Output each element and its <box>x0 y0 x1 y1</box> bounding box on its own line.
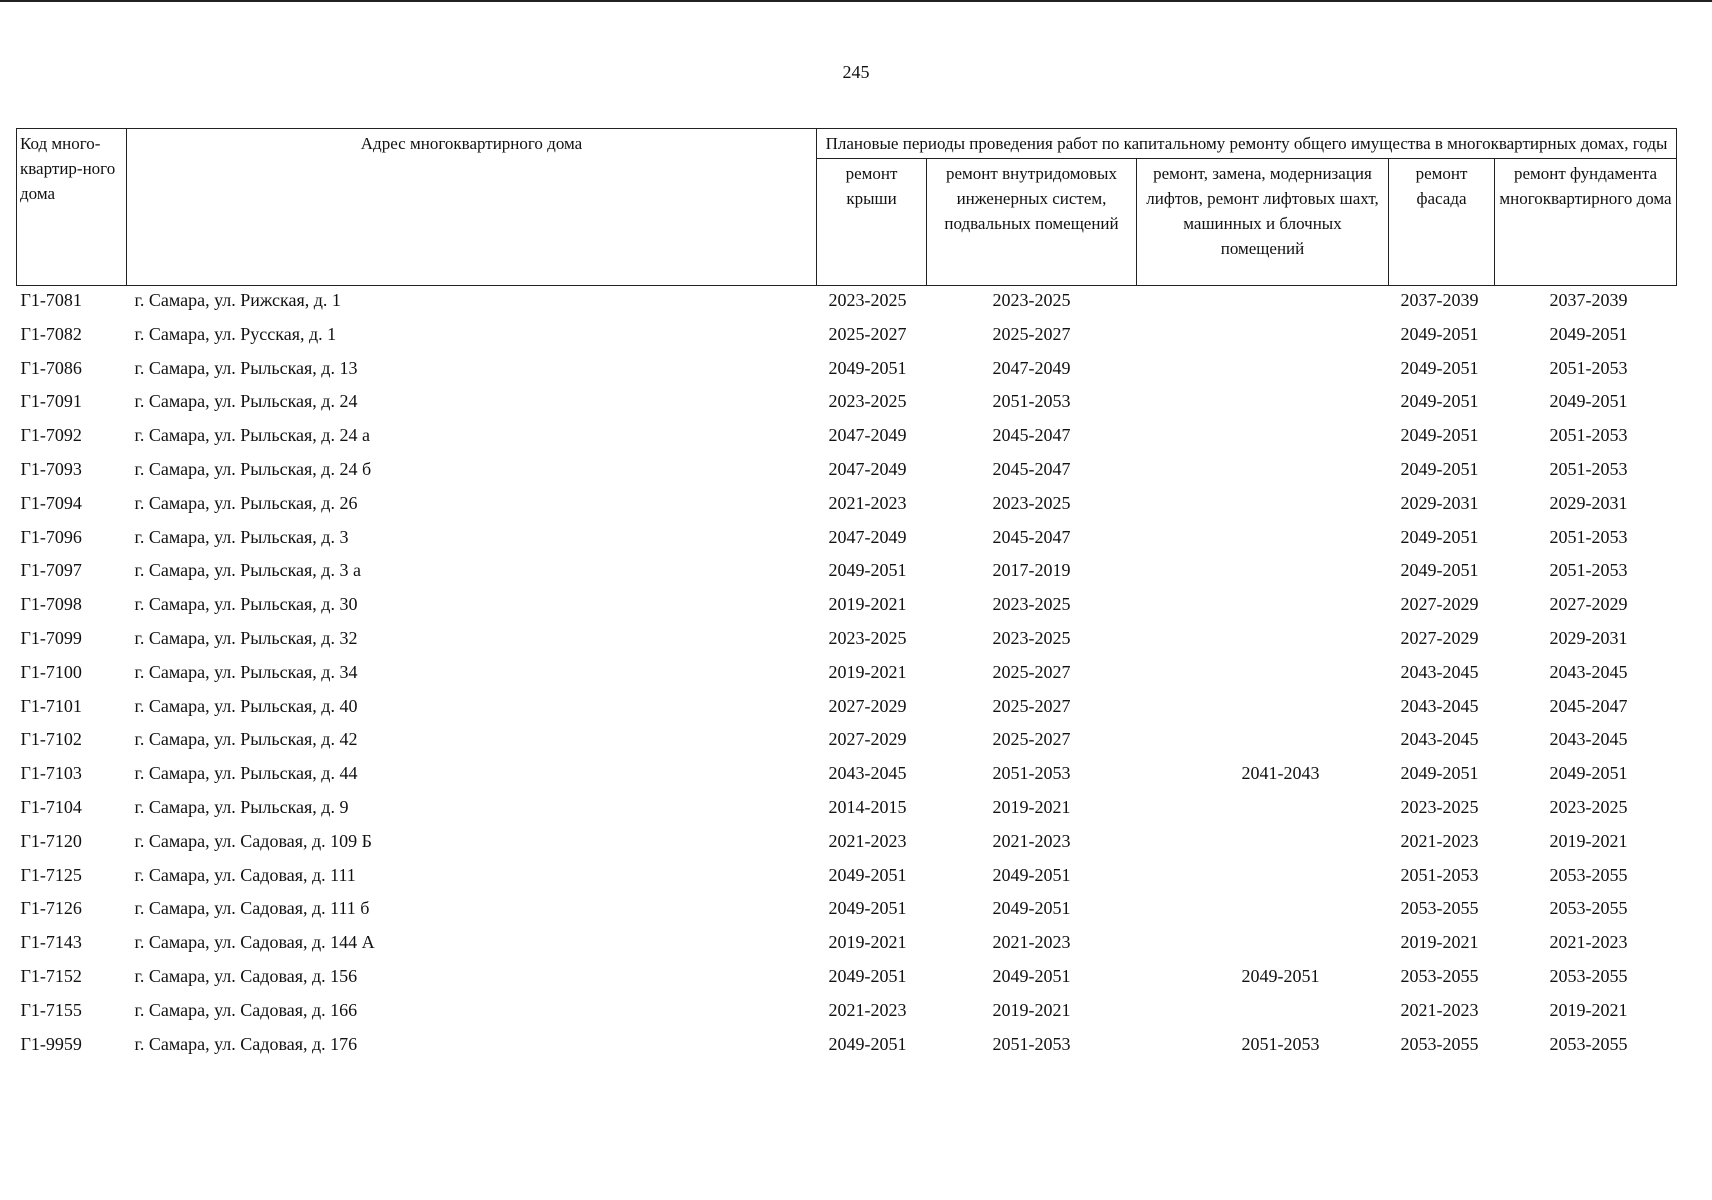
cell-address: г. Самара, ул. Рыльская, д. 24 а <box>134 425 370 446</box>
top-border-line <box>0 0 1712 2</box>
cell-code: Г1-7125 <box>20 864 82 885</box>
cell-address: г. Самара, ул. Рыльская, д. 3 <box>134 526 349 547</box>
cell-code: Г1-7086 <box>20 357 82 378</box>
cell-address: г. Самара, ул. Садовая, д. 176 <box>134 1033 358 1054</box>
table-body <box>17 286 1677 1067</box>
table-row <box>17 695 1677 729</box>
cell-elevators <box>1137 796 1389 830</box>
cell-address: г. Самара, ул. Рыльская, д. 24 <box>134 391 358 412</box>
cell-address: г. Самара, ул. Рыльская, д. 34 <box>134 661 358 682</box>
cell-elevators <box>1137 864 1389 898</box>
cell-facade: 2049-2051 <box>1400 526 1479 547</box>
cell-elevators <box>1137 728 1389 762</box>
table-row <box>17 458 1677 492</box>
cell-facade: 2049-2051 <box>1400 763 1479 784</box>
cell-address: г. Самара, ул. Садовая, д. 111 <box>134 864 356 885</box>
cell-roof: 2049-2051 <box>828 864 907 885</box>
cell-foundation: 2051-2053 <box>1549 526 1628 547</box>
cell-roof: 2019-2021 <box>828 661 907 682</box>
cell-facade: 2053-2055 <box>1400 1033 1479 1054</box>
cell-elevators <box>1137 323 1389 357</box>
cell-roof: 2027-2029 <box>828 695 907 716</box>
cell-facade: 2029-2031 <box>1400 492 1479 513</box>
cell-facade: 2043-2045 <box>1400 661 1479 682</box>
cell-systems: 2049-2051 <box>992 965 1071 986</box>
cell-code: Г1-7098 <box>20 594 82 615</box>
cell-foundation: 2053-2055 <box>1549 864 1628 885</box>
cell-foundation: 2029-2031 <box>1549 492 1628 513</box>
cell-foundation: 2049-2051 <box>1549 323 1628 344</box>
cell-foundation: 2037-2039 <box>1549 290 1628 310</box>
cell-elevators <box>1137 559 1389 593</box>
cell-code: Г1-7082 <box>20 323 82 344</box>
cell-code: Г1-7096 <box>20 526 82 547</box>
cell-systems: 2017-2019 <box>992 560 1071 581</box>
cell-roof: 2049-2051 <box>828 898 907 919</box>
cell-elevators <box>1137 897 1389 931</box>
cell-foundation: 2053-2055 <box>1549 898 1628 919</box>
table-row <box>17 661 1677 695</box>
cell-elevators <box>1137 357 1389 391</box>
table-row <box>17 627 1677 661</box>
cell-code: Г1-7155 <box>20 999 82 1020</box>
table-row <box>17 424 1677 458</box>
cell-foundation: 2029-2031 <box>1549 627 1628 648</box>
cell-address: г. Самара, ул. Рыльская, д. 42 <box>134 729 358 750</box>
cell-roof: 2047-2049 <box>828 526 907 547</box>
cell-systems: 2025-2027 <box>992 661 1071 682</box>
cell-address: г. Самара, ул. Рыльская, д. 24 б <box>134 458 372 479</box>
table-row <box>17 897 1677 931</box>
cell-code: Г1-7126 <box>20 898 82 919</box>
cell-roof: 2023-2025 <box>828 290 907 310</box>
cell-systems: 2045-2047 <box>992 526 1071 547</box>
header-facade: ремонт фасада <box>1389 159 1495 286</box>
cell-roof: 2049-2051 <box>828 560 907 581</box>
cell-code: Г1-7094 <box>20 492 82 513</box>
cell-roof: 2021-2023 <box>828 830 907 851</box>
cell-address: г. Самара, ул. Садовая, д. 166 <box>134 999 358 1020</box>
cell-systems: 2023-2025 <box>992 594 1071 615</box>
cell-code: Г1-7093 <box>20 458 82 479</box>
cell-foundation: 2023-2025 <box>1549 796 1628 817</box>
table-row <box>17 357 1677 391</box>
cell-address: г. Самара, ул. Садовая, д. 156 <box>134 965 358 986</box>
cell-foundation: 2043-2045 <box>1549 661 1628 682</box>
cell-systems: 2025-2027 <box>992 695 1071 716</box>
cell-roof: 2019-2021 <box>828 594 907 615</box>
cell-facade: 2027-2029 <box>1400 594 1479 615</box>
cell-roof: 2049-2051 <box>828 357 907 378</box>
cell-roof: 2019-2021 <box>828 932 907 953</box>
cell-systems: 2045-2047 <box>992 425 1071 446</box>
table-row <box>17 864 1677 898</box>
cell-code: Г1-7092 <box>20 425 82 446</box>
cell-code: Г1-7152 <box>20 965 82 986</box>
table-row <box>17 965 1677 999</box>
header-code: Код много-квартир-ного дома <box>17 129 127 286</box>
cell-systems: 2051-2053 <box>992 391 1071 412</box>
table-row <box>17 1033 1677 1067</box>
cell-systems: 2019-2021 <box>992 999 1071 1020</box>
cell-code: Г1-7099 <box>20 627 82 648</box>
cell-systems: 2045-2047 <box>992 458 1071 479</box>
cell-facade: 2021-2023 <box>1400 999 1479 1020</box>
cell-foundation: 2021-2023 <box>1549 932 1628 953</box>
cell-foundation: 2019-2021 <box>1549 999 1628 1020</box>
cell-facade: 2053-2055 <box>1400 898 1479 919</box>
cell-roof: 2023-2025 <box>828 391 907 412</box>
cell-systems: 2049-2051 <box>992 898 1071 919</box>
cell-elevators <box>1137 593 1389 627</box>
cell-foundation: 2049-2051 <box>1549 763 1628 784</box>
table-header <box>17 129 1677 286</box>
cell-roof: 2021-2023 <box>828 999 907 1020</box>
header-foundation: ремонт фундамента многоквартирного дома <box>1495 159 1677 286</box>
cell-roof: 2025-2027 <box>828 323 907 344</box>
cell-elevators <box>1137 458 1389 492</box>
table-row <box>17 492 1677 526</box>
cell-roof: 2047-2049 <box>828 425 907 446</box>
cell-elevators <box>1137 661 1389 695</box>
cell-foundation: 2053-2055 <box>1549 1033 1628 1054</box>
cell-facade: 2049-2051 <box>1400 391 1479 412</box>
cell-address: г. Самара, ул. Садовая, д. 111 б <box>134 898 370 919</box>
table-row <box>17 796 1677 830</box>
cell-foundation: 2045-2047 <box>1549 695 1628 716</box>
header-systems: ремонт внутридомовых инженерных систем, подвальных помещений <box>927 159 1137 286</box>
cell-address: г. Самара, ул. Рыльская, д. 32 <box>134 627 358 648</box>
cell-facade: 2049-2051 <box>1400 458 1479 479</box>
cell-code: Г1-7081 <box>20 290 82 310</box>
cell-elevators: 2049-2051 <box>1241 965 1320 986</box>
table-row <box>17 286 1677 323</box>
cell-facade: 2049-2051 <box>1400 425 1479 446</box>
cell-roof: 2047-2049 <box>828 458 907 479</box>
cell-address: г. Самара, ул. Рыльская, д. 30 <box>134 594 358 615</box>
header-elevators: ремонт, замена, модернизация лифтов, ремонт лифтовых шахт, машинных и блочных помещений <box>1137 159 1389 286</box>
cell-address: г. Самара, ул. Рыльская, д. 44 <box>134 763 358 784</box>
cell-systems: 2025-2027 <box>992 323 1071 344</box>
table-row <box>17 830 1677 864</box>
cell-facade: 2021-2023 <box>1400 830 1479 851</box>
cell-systems: 2025-2027 <box>992 729 1071 750</box>
cell-facade: 2019-2021 <box>1400 932 1479 953</box>
cell-elevators: 2051-2053 <box>1241 1033 1320 1054</box>
table-row <box>17 762 1677 796</box>
cell-code: Г1-7143 <box>20 932 82 953</box>
repair-schedule-table <box>16 128 1677 1066</box>
cell-foundation: 2051-2053 <box>1549 425 1628 446</box>
cell-elevators <box>1137 492 1389 526</box>
table-row <box>17 390 1677 424</box>
cell-systems: 2021-2023 <box>992 932 1071 953</box>
cell-systems: 2051-2053 <box>992 763 1071 784</box>
cell-facade: 2049-2051 <box>1400 323 1479 344</box>
table-row <box>17 728 1677 762</box>
cell-facade: 2049-2051 <box>1400 357 1479 378</box>
cell-systems: 2047-2049 <box>992 357 1071 378</box>
table-row <box>17 526 1677 560</box>
cell-elevators <box>1137 627 1389 661</box>
cell-systems: 2049-2051 <box>992 864 1071 885</box>
cell-code: Г1-7103 <box>20 763 82 784</box>
cell-address: г. Самара, ул. Рыльская, д. 3 а <box>134 560 361 581</box>
cell-systems: 2019-2021 <box>992 796 1071 817</box>
cell-foundation: 2051-2053 <box>1549 357 1628 378</box>
table-row <box>17 593 1677 627</box>
cell-foundation: 2019-2021 <box>1549 830 1628 851</box>
cell-code: Г1-7100 <box>20 661 82 682</box>
cell-facade: 2053-2055 <box>1400 965 1479 986</box>
cell-code: Г1-7091 <box>20 391 82 412</box>
cell-elevators <box>1137 695 1389 729</box>
cell-facade: 2023-2025 <box>1400 796 1479 817</box>
cell-address: г. Самара, ул. Рижская, д. 1 <box>134 290 341 310</box>
cell-code: Г1-7101 <box>20 695 82 716</box>
cell-code: Г1-7102 <box>20 729 82 750</box>
cell-roof: 2049-2051 <box>828 1033 907 1054</box>
cell-facade: 2051-2053 <box>1400 864 1479 885</box>
cell-roof: 2021-2023 <box>828 492 907 513</box>
cell-foundation: 2049-2051 <box>1549 391 1628 412</box>
cell-roof: 2027-2029 <box>828 729 907 750</box>
header-roof: ремонт крыши <box>817 159 927 286</box>
header-address: Адрес многоквартирного дома <box>127 129 817 286</box>
cell-address: г. Самара, ул. Русская, д. 1 <box>134 323 337 344</box>
table-row <box>17 323 1677 357</box>
page-number: 245 <box>842 62 870 82</box>
cell-systems: 2021-2023 <box>992 830 1071 851</box>
cell-code: Г1-7097 <box>20 560 82 581</box>
cell-elevators <box>1137 286 1389 323</box>
cell-elevators <box>1137 390 1389 424</box>
cell-roof: 2023-2025 <box>828 627 907 648</box>
cell-code: Г1-7120 <box>20 830 82 851</box>
cell-foundation: 2051-2053 <box>1549 560 1628 581</box>
cell-foundation: 2051-2053 <box>1549 458 1628 479</box>
cell-code: Г1-9959 <box>20 1033 82 1054</box>
cell-systems: 2023-2025 <box>992 492 1071 513</box>
cell-code: Г1-7104 <box>20 796 82 817</box>
cell-elevators <box>1137 999 1389 1033</box>
cell-roof: 2014-2015 <box>828 796 907 817</box>
cell-elevators <box>1137 526 1389 560</box>
cell-systems: 2023-2025 <box>992 627 1071 648</box>
cell-address: г. Самара, ул. Рыльская, д. 26 <box>134 492 358 513</box>
table-row <box>17 999 1677 1033</box>
cell-foundation: 2027-2029 <box>1549 594 1628 615</box>
cell-roof: 2043-2045 <box>828 763 907 784</box>
cell-elevators: 2041-2043 <box>1241 763 1320 784</box>
table-row <box>17 559 1677 593</box>
cell-address: г. Самара, ул. Рыльская, д. 9 <box>134 796 349 817</box>
cell-facade: 2043-2045 <box>1400 695 1479 716</box>
cell-foundation: 2043-2045 <box>1549 729 1628 750</box>
cell-elevators <box>1137 830 1389 864</box>
cell-facade: 2049-2051 <box>1400 560 1479 581</box>
cell-address: г. Самара, ул. Рыльская, д. 40 <box>134 695 358 716</box>
cell-address: г. Самара, ул. Садовая, д. 144 А <box>134 932 375 953</box>
header-periods-group: Плановые периоды проведения работ по капитальному ремонту общего имущества в многоквартирных домах, годы <box>817 129 1677 159</box>
cell-roof: 2049-2051 <box>828 965 907 986</box>
cell-elevators <box>1137 424 1389 458</box>
cell-foundation: 2053-2055 <box>1549 965 1628 986</box>
cell-elevators <box>1137 931 1389 965</box>
cell-systems: 2051-2053 <box>992 1033 1071 1054</box>
cell-facade: 2027-2029 <box>1400 627 1479 648</box>
table-row <box>17 931 1677 965</box>
cell-address: г. Самара, ул. Рыльская, д. 13 <box>134 357 358 378</box>
cell-systems: 2023-2025 <box>992 290 1071 310</box>
cell-facade: 2043-2045 <box>1400 729 1479 750</box>
cell-address: г. Самара, ул. Садовая, д. 109 Б <box>134 830 372 851</box>
cell-facade: 2037-2039 <box>1400 290 1479 310</box>
